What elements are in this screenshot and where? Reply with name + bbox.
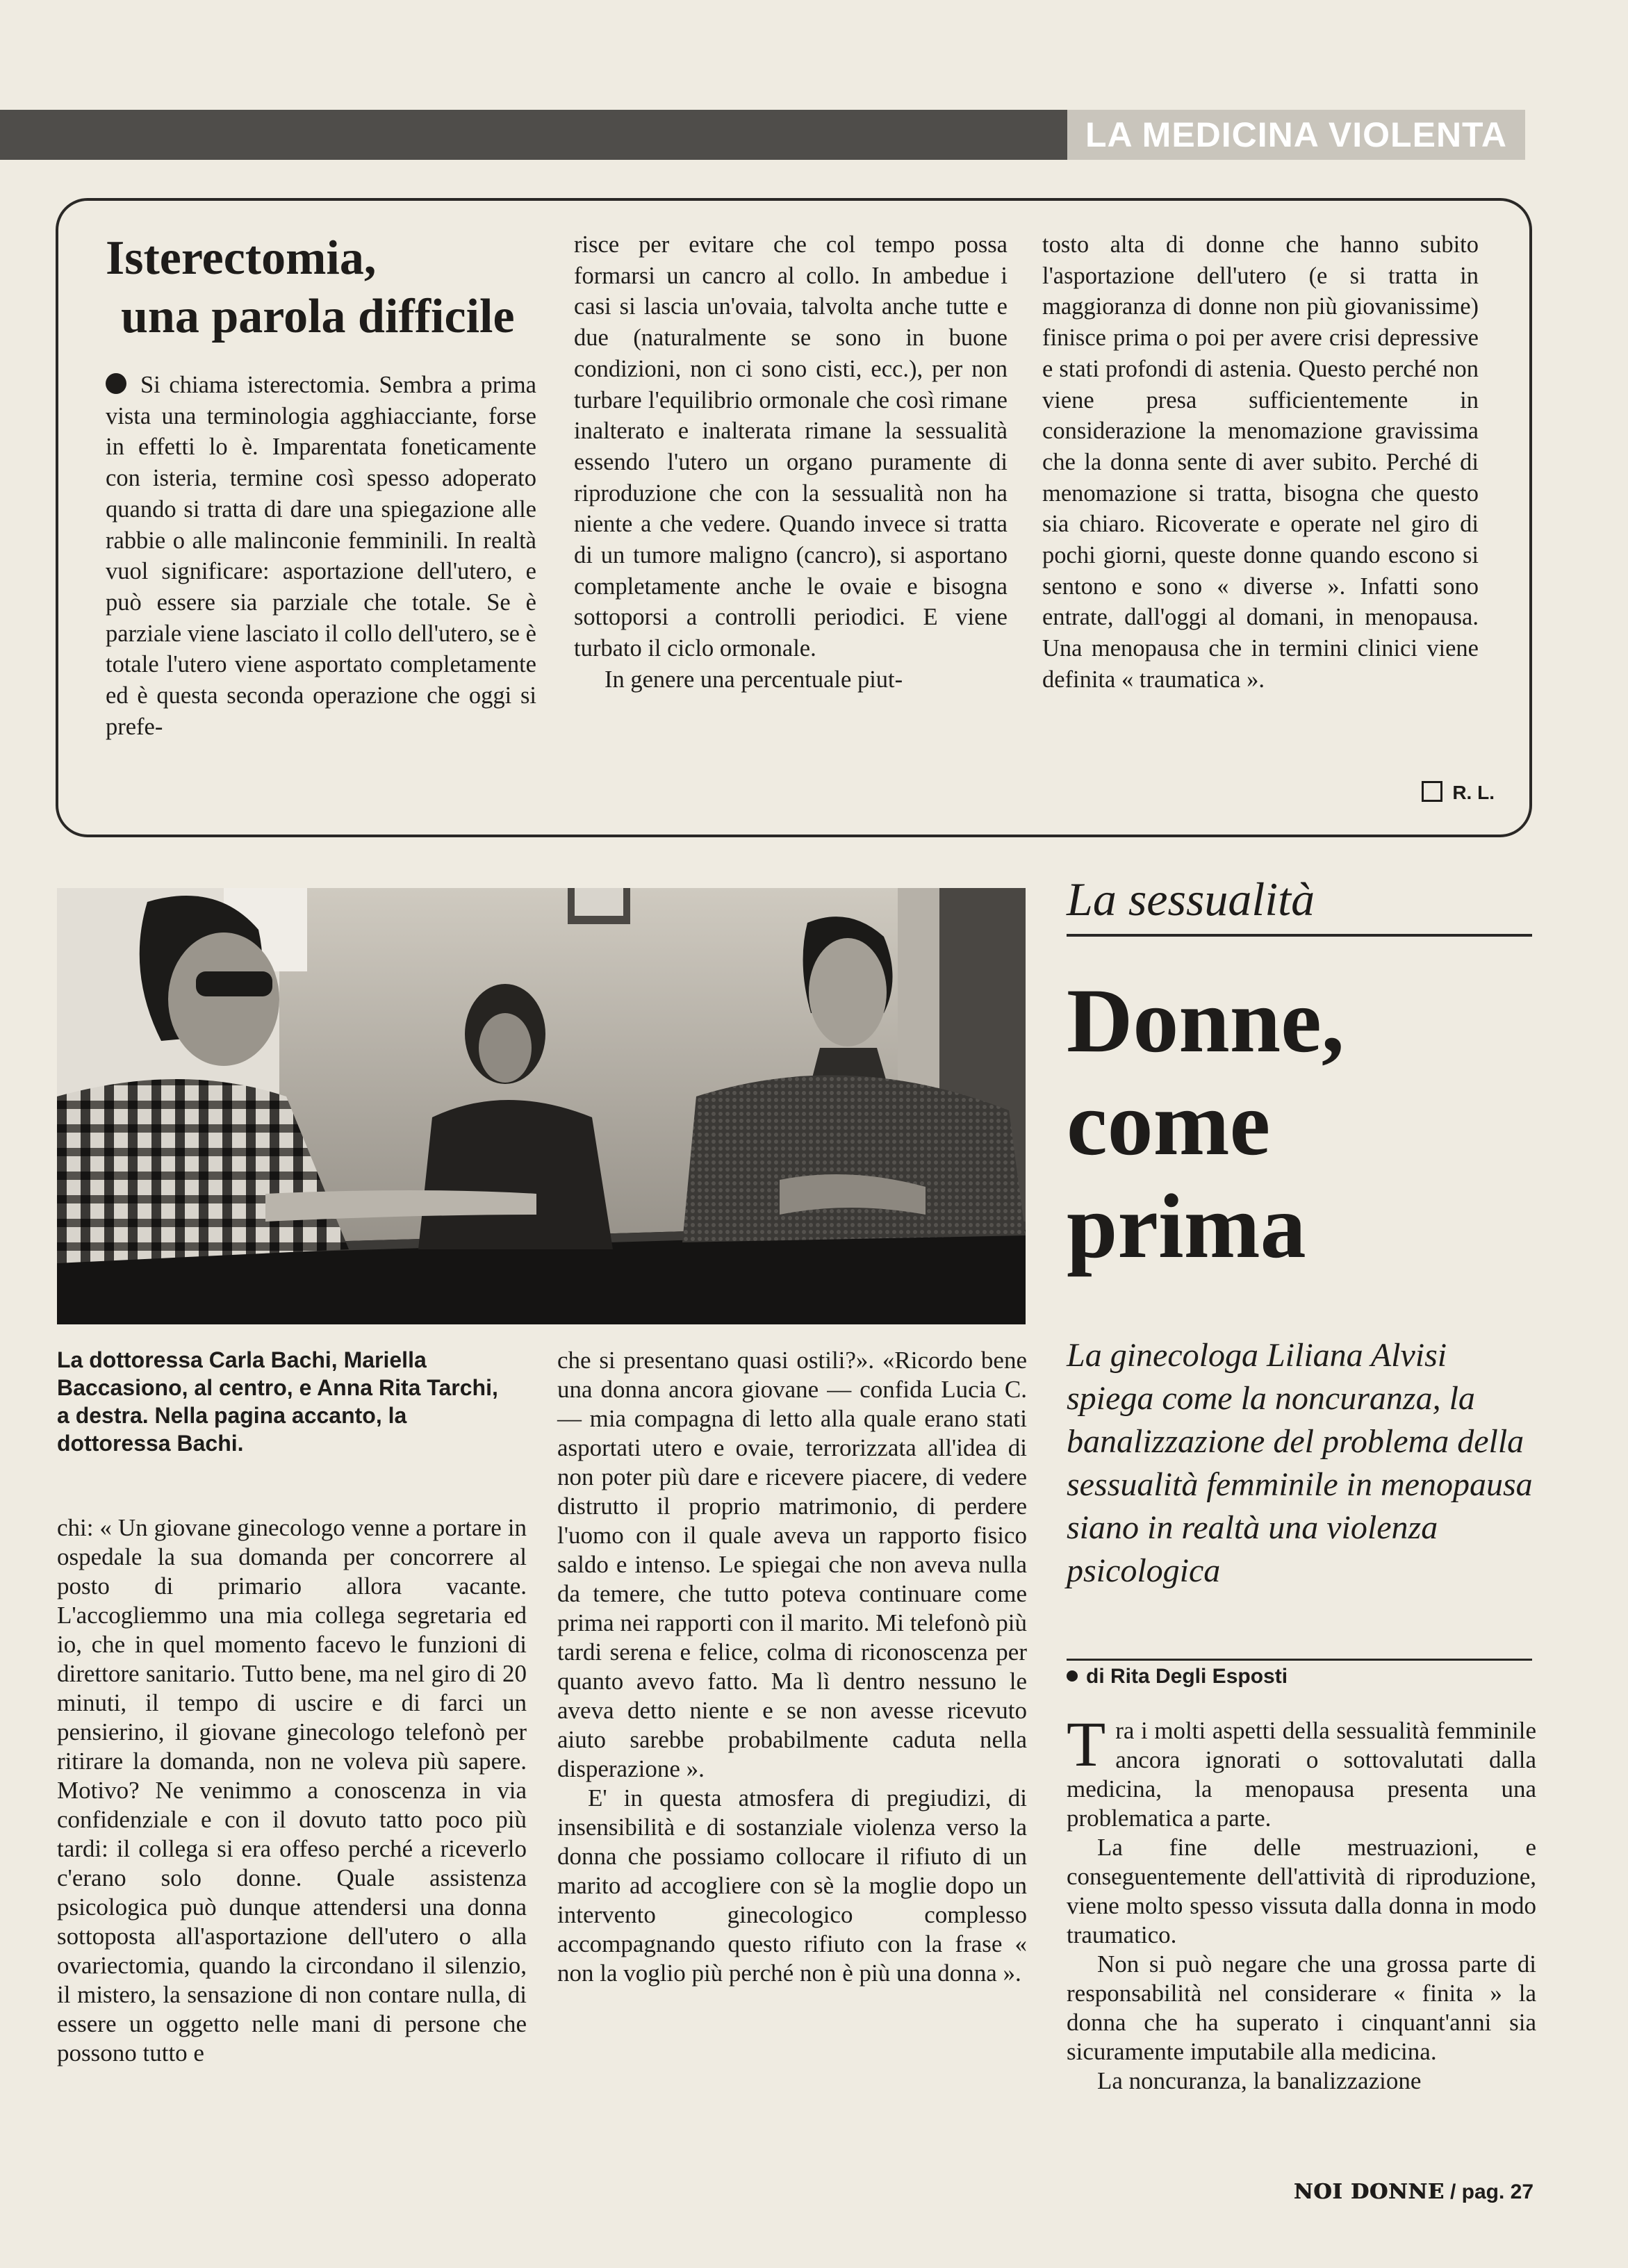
body-right-p3: Non si può negare che una grossa parte di responsabilità nel considerare « finita » la donna che ha superato i cinquant'anni sia sicuramente imputabile alla medicina. xyxy=(1067,1950,1536,2065)
body-column-left xyxy=(57,1513,527,2068)
sidebar-column-3 xyxy=(1042,229,1479,696)
drop-cap: T xyxy=(1067,1709,1106,1780)
article-photo xyxy=(57,888,1026,1324)
body-right-p2: La fine delle mestruazioni, e conseguentemente dell'attività di riproduzione, viene molto spesso vissuta dalla donna in modo traumatico. xyxy=(1067,1834,1536,1948)
sidebar-column-1 xyxy=(106,370,536,742)
magazine-logo: NOI DONNE xyxy=(1293,2180,1445,2204)
photo-caption: La dottoressa Carla Bachi, Mariella Baccasiono, al centro, e Anna Rita Tarchi, a destra. Nella pagina accanto, la dottoressa Bachi. xyxy=(57,1347,498,1456)
sidebar-title-line1: Isterectomia, xyxy=(106,231,377,285)
article-standfirst: La ginecologa Liliana Alvisi spiega come la noncuranza, la banalizzazione del problema della sessualità femminile in menopausa siano in realtà una violenza psicologica xyxy=(1067,1337,1533,1589)
article-byline: di Rita Degli Esposti xyxy=(1067,1665,1288,1688)
article-kicker: La sessualità xyxy=(1067,873,1315,926)
page-footer xyxy=(1294,2180,1534,2204)
footer-separator: / xyxy=(1449,2180,1456,2203)
body-mid-p1: che si presentano quasi ostili?». «Ricordo bene una donna ancora giovane — confida Lucia C. — mia compagna di letto alla quale erano stati asportati utero e ovaie, terrorizzata all'idea di non poter più dare e ricevere piacere, di vedere distrutto il proprio matrimonio, di perdere l'uomo con il quale aveva un rapporto fisico saldo e intenso. Le spiegai che non aveva nulla da temere, che tutto poteva continuare come prima nei rapporti con il marito. Mi telefonò più tardi serena e felice, colma di riconoscenza per quanto avevo fatto. Ma lì dentro nessuno le aveva detto niente e se non avesse ricevuto aiuto sarebbe probabilmente caduta nella disperazione ». xyxy=(557,1347,1027,1782)
sidebar-col2-p1: risce per evitare che col tempo possa formarsi un cancro al collo. In ambedue i casi si lascia un'ovaia, talvolta anche tutte e due (naturalmente se sono in buone condizioni, non ci sono cisti, ecc.), per non turbare l'equilibrio ormonale che così rimane inalterato e inalterata rimane la sessualità essendo l'utero un organo puramente di riproduzione che con la sessualità non ha niente a che vedere. Quando invece si tratta di un tumore maligno (cancro), si asportano completamente anche le ovaie e bisogna sottoporsi a controlli periodici. E viene turbato il ciclo ormonale. xyxy=(574,231,1008,662)
body-column-right xyxy=(1067,1709,1536,2096)
bullet-icon xyxy=(1067,1670,1078,1682)
body-mid-p2: E' in questa atmosfera di pregiudizi, di insensibilità e di sostanziale violenza verso la donna che possiamo collocare il rifiuto di un marito ad accogliere con sè la moglie dopo un intervento ginecologico complesso accompagnando questo rifiuto con la frase « non la voglio più perché non è più una donna ». xyxy=(557,1784,1027,1987)
body-right-p4: La noncuranza, la banalizzazione xyxy=(1097,2067,1422,2094)
sidebar-title-line2: una parola difficile xyxy=(121,290,515,343)
body-right-p1: ra i molti aspetti della sessualità femminile ancora ignorati o sottovalutati dalla medicina, la menopausa presenta una problematica a parte. xyxy=(1067,1717,1536,1832)
sidebar-col2-p2: In genere una percentuale piut- xyxy=(605,666,903,693)
headline-line1: Donne, xyxy=(1067,969,1345,1071)
section-label: LA MEDICINA VIOLENTA xyxy=(1067,110,1525,160)
headline-line3: prima xyxy=(1067,1175,1306,1277)
byline-rule xyxy=(1067,1659,1532,1661)
page-number: pag. 27 xyxy=(1461,2180,1534,2203)
sidebar-title xyxy=(106,229,536,346)
headline-line2: come xyxy=(1067,1072,1271,1174)
end-square-icon xyxy=(1422,781,1442,802)
sidebar-column-2 xyxy=(574,229,1008,696)
body-column-middle xyxy=(557,1346,1027,1988)
bullet-icon xyxy=(106,373,126,394)
sidebar-signature: R. L. xyxy=(1422,781,1495,804)
sidebar-col1-text: Si chiama isterectomia. Sembra a prima vista una terminologia agghiacciante, forse in effetti lo è. Imparentata foneticamente con isteria, termine così spesso adoperato quando si tratta di dare una spiegazione alle rabbie o alle malinconie femminili. In realtà vuol significare: asportazione dell'utero, e può essere sia parziale che totale. Se è parziale viene lasciato il collo dell'utero, se è totale l'utero viene asportato completamente ed è questa seconda operazione che oggi si prefe- xyxy=(106,372,536,740)
article-headline xyxy=(1067,969,1539,1278)
body-left-p1: chi: « Un giovane ginecologo venne a portare in ospedale la sua domanda per concorrere al posto di primario allora vacante. L'accogliemmo una mia collega segretaria ed io, che in quel momento facevo le funzioni di direttore sanitario. Tutto bene, ma nel giro di 20 minuti, il tempo di uscire e di farci un pensierino, il giovane ginecologo telefonò per ritirare la domanda, non ne voleva più sapere. Motivo? Ne venimmo a conoscenza in via confidenziale e con il dovuto tatto poco più tardi: il collega si era offeso perché a riceverlo c'erano solo donne. Quale assistenza psicologica può dunque attendersi una donna sottoposta all'asportazione dell'utero o alla ovariectomia, quando la circondano il silenzio, il mistero, la sensazione di non contare nulla, di essere un oggetto nelle mani di persone che possono tutto e xyxy=(57,1514,527,2066)
sidebar-col3-text: tosto alta di donne che hanno subito l'asportazione dell'utero (e si tratta in maggioranza di donne non più giovanissime) finisce prima o poi per avere crisi depressive e stati profondi di astenia. Questo perché non viene presa sufficientemente in considerazione la menomazione gravissima che la donna sente di aver subito. Perché di menomazione si tratta, bisogna che questo sia chiaro. Ricoverate e operate nel giro di pochi giorni, queste donne quando escono si sentono e sono « diverse ». Infatti sono entrate, dall'oggi al domani, in menopausa. Una menopausa che in termini clinici viene definita « traumatica ». xyxy=(1042,231,1479,693)
kicker-rule xyxy=(1067,934,1532,937)
